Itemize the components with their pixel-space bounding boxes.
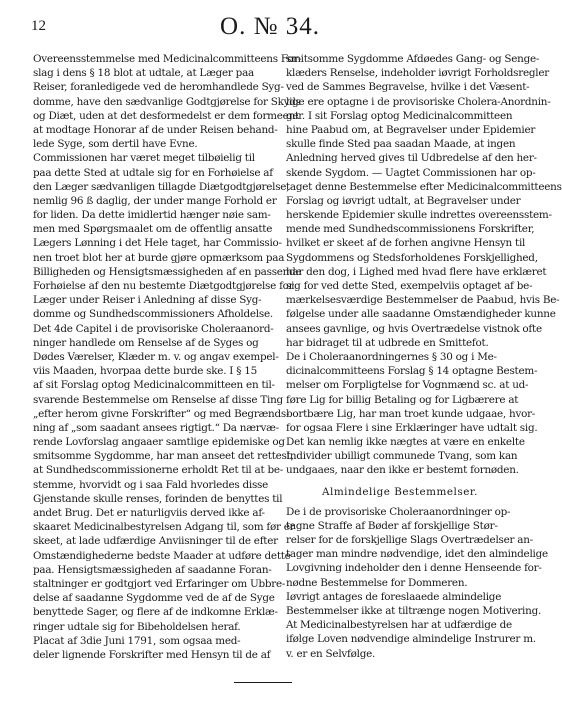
text-line: staltninger er godtgjort ved Erfaringer om Ubbre- xyxy=(33,577,286,590)
text-line: men med Spørgsmaalet om de offentlig ansatte xyxy=(33,223,273,236)
text-line: nødne Bestemmelse for Dommeren. xyxy=(286,576,468,589)
text-line: bortbære Lig, har man troet kunde udgaae, hvor- xyxy=(286,407,536,420)
text-line: relser for de forskjellige Slags Overtrædelser an- xyxy=(286,534,533,546)
text-line: v. er en Selvfølge. xyxy=(286,647,376,660)
text-line: skende Sygdom. — Uagtet Commissionen har op- xyxy=(286,166,536,179)
text-line: deler lignende Forskrifter med Hensyn til de af xyxy=(33,648,271,661)
text-line: Læger under Reiser i Anledning af disse Syg- xyxy=(33,294,262,307)
text-line: ringer udtale sig for Bibeholdelsen heraf. xyxy=(33,620,241,633)
text-line: benyttede Sager, og flere af de indkomne Erklæ- xyxy=(33,606,278,619)
text-line: nen troet blot her at burde gjøre opmærksom paa xyxy=(33,251,285,264)
text-line: mende med Sundhedscommissionens Forskrifter, xyxy=(286,223,535,236)
text-line: sig for ved dette Sted, exempelviis optaget af be- xyxy=(286,280,533,292)
text-line: mærkelsesværdige Bestemmelser de Paabud, hvis Be- xyxy=(286,294,560,307)
text-line: paa dette Sted at udtale sig for en Forhøielse af xyxy=(33,166,273,179)
text-line: rende Lovforslag angaaer samtlige epidemiske og xyxy=(33,436,285,449)
text-line: ning af „som saadant ansees rigtigt.“ Da nærvæ- xyxy=(33,421,279,434)
text-line: tagne Straffe af Bøder af forskjellige Stør- xyxy=(286,519,498,532)
text-line: Lovgivning indeholder den i denne Henseende for- xyxy=(286,562,542,575)
page-header: O. № 34. xyxy=(220,13,320,40)
text-line: smitsomme Sygdomme, har man anseet det rettest, xyxy=(33,450,294,463)
text-line: lede Syge, som dertil have Evne. xyxy=(33,138,198,151)
text-line: De i Choleraanordningernes § 30 og i Me- xyxy=(286,350,497,363)
text-line: lige ere optagne i de provisoriske Cholera-Anordnin- xyxy=(286,95,551,108)
text-line: domme, have den sædvanlige Godtgjørelse for Skyds xyxy=(33,95,301,108)
text-line: ninger handlede om Renselse af de Syges og xyxy=(33,336,259,349)
text-line: „efter herom givne Forskrifter“ og med Begrænds- xyxy=(33,407,290,420)
text-line: klæders Renselse, indeholder iøvrigt Forholdsregler xyxy=(286,67,549,80)
text-line: Forhøielse af den nu bestemte Diætgodtgjørelse for xyxy=(33,280,294,292)
text-line: domme og Sundhedscommissioners Afholdelse. xyxy=(33,308,273,321)
text-line: at modtage Honorar af de under Reisen behand- xyxy=(33,123,278,136)
page-number: 12 xyxy=(31,18,46,34)
text-line: stemme, hvorvidt og i saa Fald hvorledes disse xyxy=(33,478,269,491)
text-line: tager man mindre nødvendige, idet den almindelige xyxy=(286,548,548,561)
text-line: herskende Epidemier skulle indrettes overeensstem- xyxy=(286,209,552,222)
text-line: Placat af 3die Juni 1791, som ogsaa med- xyxy=(33,634,241,647)
text-line: De i de provisoriske Choleraanordninger op- xyxy=(286,505,511,518)
text-line: Reiser, foranledigede ved de heromhandlede Syg- xyxy=(33,81,284,94)
text-line: undgaaes, naar den ikke er bestemt fornøden. xyxy=(286,464,519,477)
text-line: viis Maaden, hvorpaa dette burde ske. I § 15 xyxy=(33,365,257,378)
text-line: Lægers Lønning i det Hele taget, har Commissio- xyxy=(33,237,282,250)
text-line: hine Paabud om, at Begravelser under Epidemier xyxy=(286,123,536,136)
text-line: og Diæt, uden at det desformedelst er dem formeent xyxy=(33,109,299,122)
text-line: af sit Forslag optog Medicinalcommitteen en til- xyxy=(33,379,275,392)
text-line: dicinalcommitteens Forslag § 14 optagne Bestem- xyxy=(286,365,538,378)
right-column-body-general-provisions xyxy=(286,505,548,661)
text-line: ved de Sammes Begravelse, hvilke i det Væsent- xyxy=(286,81,530,94)
text-line: paa. Hensigtsmæssigheden af saadanne Foran- xyxy=(33,563,272,576)
text-line: nemlig 96 ß daglig, der under mange Forhold er xyxy=(33,194,277,207)
text-line: slag i dens § 18 blot at udtale, at Læger paa xyxy=(33,67,254,80)
text-line: skaaret Medicinalbestyrelsen Adgang til, som før er xyxy=(33,521,295,534)
text-line: Gjenstande skulle renses, forinden de benyttes til xyxy=(33,492,283,505)
text-line: for liden. Da dette imidlertid hænger nøie sam- xyxy=(33,209,271,222)
text-line: skulle finde Sted paa saadan Maade, at ingen xyxy=(286,138,516,151)
text-line: Det 4de Capitel i de provisoriske Choleraanord- xyxy=(33,322,274,335)
text-line: ansees gavnlige, og hvis Overtrædelse vistnok ofte xyxy=(286,322,542,335)
text-line: føre Lig for billig Betaling og for Ligbærere at xyxy=(286,393,519,406)
text-line: at Sundhedscommissionerne erholdt Ret til at be- xyxy=(33,464,284,477)
section-heading: Almindelige Bestemmelser. xyxy=(322,485,478,498)
text-line: Commissionen har været meget tilbøielig til xyxy=(33,152,255,165)
text-line: for ogsaa Flere i sine Erklæringer have udtalt sig. xyxy=(286,421,538,434)
left-column xyxy=(33,52,302,662)
right-column xyxy=(286,52,562,661)
text-line: smitsomme Sygdomme Afdøedes Gang- og Senge- xyxy=(286,53,540,65)
text-line: Individer ubilligt communede Tvang, som kan xyxy=(286,450,518,463)
text-line: har bidraget til at udbrede en Smittefot. xyxy=(286,336,489,349)
text-line: svarende Bestemmelse om Renselse af disse Ting xyxy=(33,393,283,406)
text-line: At Medicinalbestyrelsen har at udfærdige de xyxy=(286,619,512,632)
text-line: Omstændighederne bedste Maader at udføre dette xyxy=(33,549,291,562)
text-line: ifølge Loven nødvendige almindelige Instrurer m. xyxy=(286,633,536,646)
text-line: har den dog, i Lighed med hvad flere have erklæret xyxy=(286,265,547,278)
right-column-body xyxy=(286,52,562,478)
text-line: hvilket er skeet af de forhen angivne Hensyn til xyxy=(286,237,526,250)
text-line: den Læger sædvanligen tillagde Diætgodtgjørelse, xyxy=(33,180,290,193)
text-line: Det kan nemlig ikke nægtes at være en enkelte xyxy=(286,436,525,449)
text-line: delse af saadanne Sygdomme ved de af de Syge xyxy=(33,592,275,605)
text-line: Anledning herved gives til Udbredelse af den her- xyxy=(286,152,537,165)
text-line: taget denne Bestemmelse efter Medicinalcommitteens xyxy=(286,180,562,193)
text-line: andet Brug. Det er naturligviis derved ikke af- xyxy=(33,507,265,519)
text-line: skeet, at lade udfærdige Anviisninger til de efter xyxy=(33,535,278,548)
text-line: følgelse under alle saadanne Omstændigheder kunne xyxy=(286,308,556,321)
text-line: melser om Forpligtelse for Vognmænd sc. at ud- xyxy=(286,379,529,392)
text-line: Dødes Værelser, Klæder m. v. og angav exempel- xyxy=(33,350,279,363)
text-line: Sygdommens og Stedsforholdenes Forskjellighed, xyxy=(286,251,538,264)
text-line: Iøvrigt antages de foreslaaede almindelige xyxy=(286,590,502,603)
footer-rule xyxy=(234,682,292,683)
text-line: ger. I sit Forslag optog Medicinalcommitteen xyxy=(286,109,513,122)
text-line: Forslag og iøvrigt udtalt, at Begravelser under xyxy=(286,194,521,207)
text-line: Billigheden og Hensigtsmæssigheden af en passende xyxy=(33,265,302,278)
text-line: Bestemmelser ikke at tiltrænge nogen Motivering. xyxy=(286,604,542,617)
text-line: Overeensstemmelse med Medicinalcommitteens For- xyxy=(33,53,302,65)
